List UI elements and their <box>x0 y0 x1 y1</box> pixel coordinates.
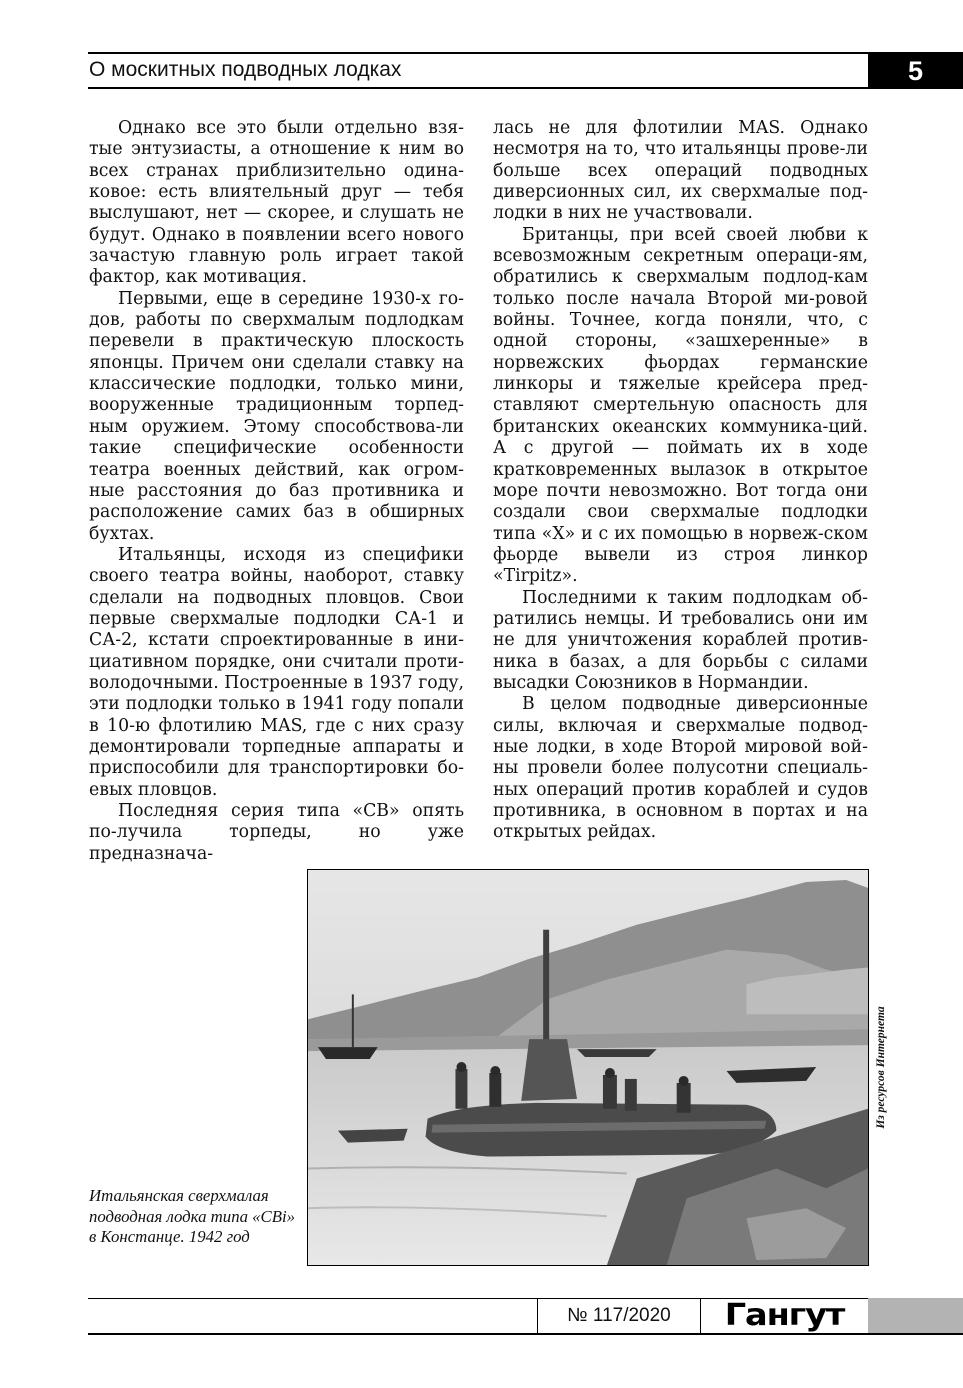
footer-rule-bottom <box>88 1333 963 1335</box>
paragraph: Последняя серия типа «СВ» опять по-лучила торпеды, но уже предназнача- <box>89 801 464 864</box>
submarine-photo <box>307 869 869 1266</box>
paragraph: Однако все это были отдельно взя-тые энтузиасты, а отношение к ним во всех странах приблизительно одина-ковое: есть влиятельный друг — тебя выслушают, нет — скорее, и слушать не будут. Однако в появлении всего нового зачастую главную роль играет такой фактор, как мотивация. <box>89 118 464 288</box>
photo-illustration <box>308 870 868 1265</box>
paragraph: Итальянцы, исходя из специфики своего театра войны, наоборот, ставку сделали на подводных пловцов. Свои первые сверхмалые подлодки СА-1 и СА-2, кстати спроектированные в ини-циативном порядке, они считали проти-володочными. Построенные в 1937 году, эти подлодки только в 1941 году попали в 10-ю флотилию MAS, где с них сразу демонтировали торпедные аппараты и приспособили для транспортировки бо-евых пловцов. <box>89 544 464 800</box>
page-number: 5 <box>868 54 963 89</box>
figure-caption: Итальянская сверхмалая подводная лодка типа «CBi» в Констанце. 1942 год <box>89 1186 296 1246</box>
paragraph: В целом подводные диверсионные силы, включая и сверхмалые подвод-ные лодки, в ходе Второй мировой вой-ны провели более полусотни специаль-ных операций против кораблей и судов противника, в основном в портах и на открытых рейдах. <box>493 694 868 843</box>
left-text-column <box>89 118 464 865</box>
header-rule-top <box>88 52 963 54</box>
issue-number: № 117/2020 <box>567 1305 671 1326</box>
paragraph: Британцы, при всей своей любви к всевозможным секретным операци-ям, обратились к сверхмалым подлод-кам только после начала Второй ми-ровой войны. Точнее, когда поняли, что, с одной стороны, «зашхеренные» в норвежских фьордах германские линкоры и тяжелые крейсера пред-ставляют смертельную опасность для британских океанских коммуника-ций. А с другой — поймать их в ходе кратковременных вылазок в открытое море почти невозможно. Вот тогда они создали свои сверхмалые подлодки типа «Х» и с их помощью в норвеж-ском фьорде вывели из строя линкор «Tirpitz». <box>493 224 868 587</box>
running-header-title: О москитных подводных лодках <box>89 58 402 81</box>
paragraph: Первыми, еще в середине 1930-х го-дов, работы по сверхмалым подлодкам перевели в практическую плоскость японцы. Причем они сделали ставку на классические подлодки, только мини, вооруженные традиционным торпед-ным оружием. Этому способствова-ли такие специфические особенности театра военных действий, как огром-ные расстояния до баз противника и расположение самих баз в обширных бухтах. <box>89 288 464 544</box>
paragraph: Последними к таким подлодкам об-ратились немцы. И требовались они им не для уничтожения кораблей против-ника в базах, а для борьбы с силами высадки Союзников в Нормандии. <box>493 587 868 693</box>
photo-credit: Из ресурсов Интернета <box>875 1006 887 1129</box>
footer-gray-block <box>868 1298 963 1333</box>
magazine-logo: Гангут <box>724 1298 845 1333</box>
paragraph-continuation: лась не для флотилии MAS. Однако несмотря на то, что итальянцы прове-ли больше всех операций подводных диверсионных сил, их сверхмалые под-лодки в них не участвовали. <box>493 118 868 224</box>
header-rule-bottom <box>88 87 868 89</box>
right-text-column <box>493 118 868 844</box>
